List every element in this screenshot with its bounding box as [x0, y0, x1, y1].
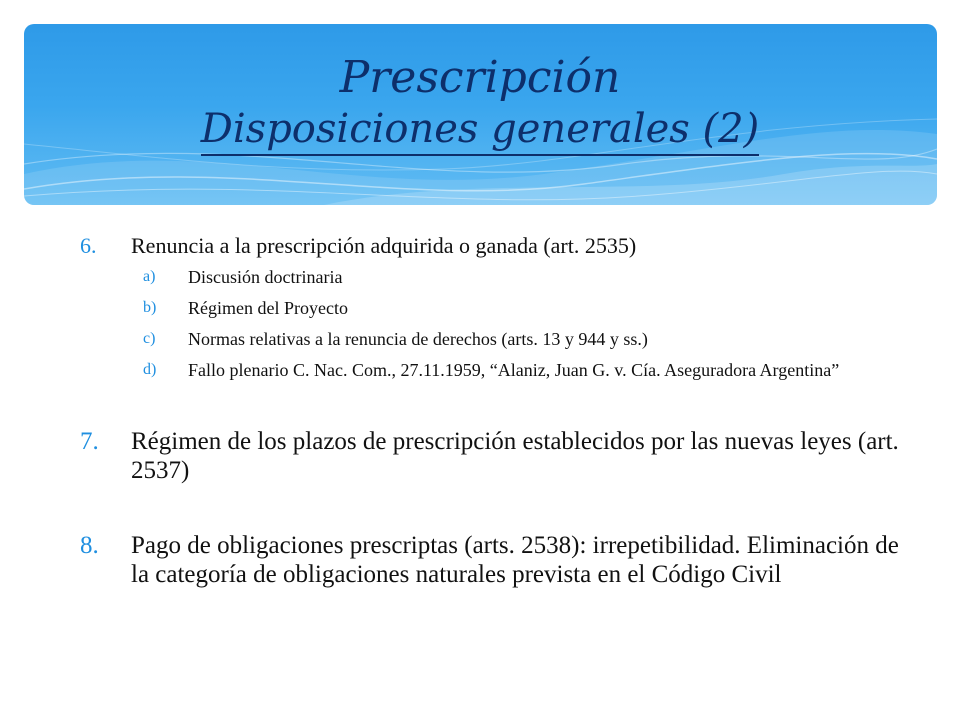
subtitle-text: Disposiciones generales (2): [201, 104, 759, 156]
item-text: Pago de obligaciones prescriptas (arts. 2538): irrepetibilidad. Eliminación de la categoría de obligaciones naturales prevista en el Código Civil: [131, 532, 899, 588]
sub-list: [80, 267, 920, 380]
sub-item-text: Discusión doctrinaria: [188, 267, 343, 287]
sub-item-d: [80, 360, 920, 380]
item-number: 8.: [80, 532, 99, 559]
item-number: 6.: [80, 233, 97, 258]
slide-title: [0, 52, 960, 156]
list-item-8: [80, 531, 920, 589]
content-list: [80, 233, 920, 589]
sub-item-a: [80, 267, 920, 287]
item-text: Renuncia a la prescripción adquirida o ganada (art. 2535): [131, 233, 637, 258]
sub-item-letter: a): [143, 268, 156, 285]
sub-item-letter: c): [143, 330, 156, 347]
sub-item-c: [80, 329, 920, 349]
sub-item-text: Fallo plenario C. Nac. Com., 27.11.1959, “Alaniz, Juan G. v. Cía. Aseguradora Argentina”: [188, 360, 840, 380]
list-item-7: [80, 427, 920, 485]
list-item-6: [80, 233, 920, 380]
sub-item-b: [80, 298, 920, 318]
sub-item-text: Régimen del Proyecto: [188, 298, 348, 318]
sub-item-text: Normas relativas a la renuncia de derechos (arts. 13 y 944 y ss.): [188, 329, 648, 349]
title-text: Prescripción: [339, 52, 621, 103]
item-text: Régimen de los plazos de prescripción establecidos por las nuevas leyes (art. 2537): [131, 428, 899, 484]
sub-item-letter: d): [143, 361, 157, 378]
item-number: 7.: [80, 428, 99, 455]
sub-item-letter: b): [143, 299, 157, 316]
